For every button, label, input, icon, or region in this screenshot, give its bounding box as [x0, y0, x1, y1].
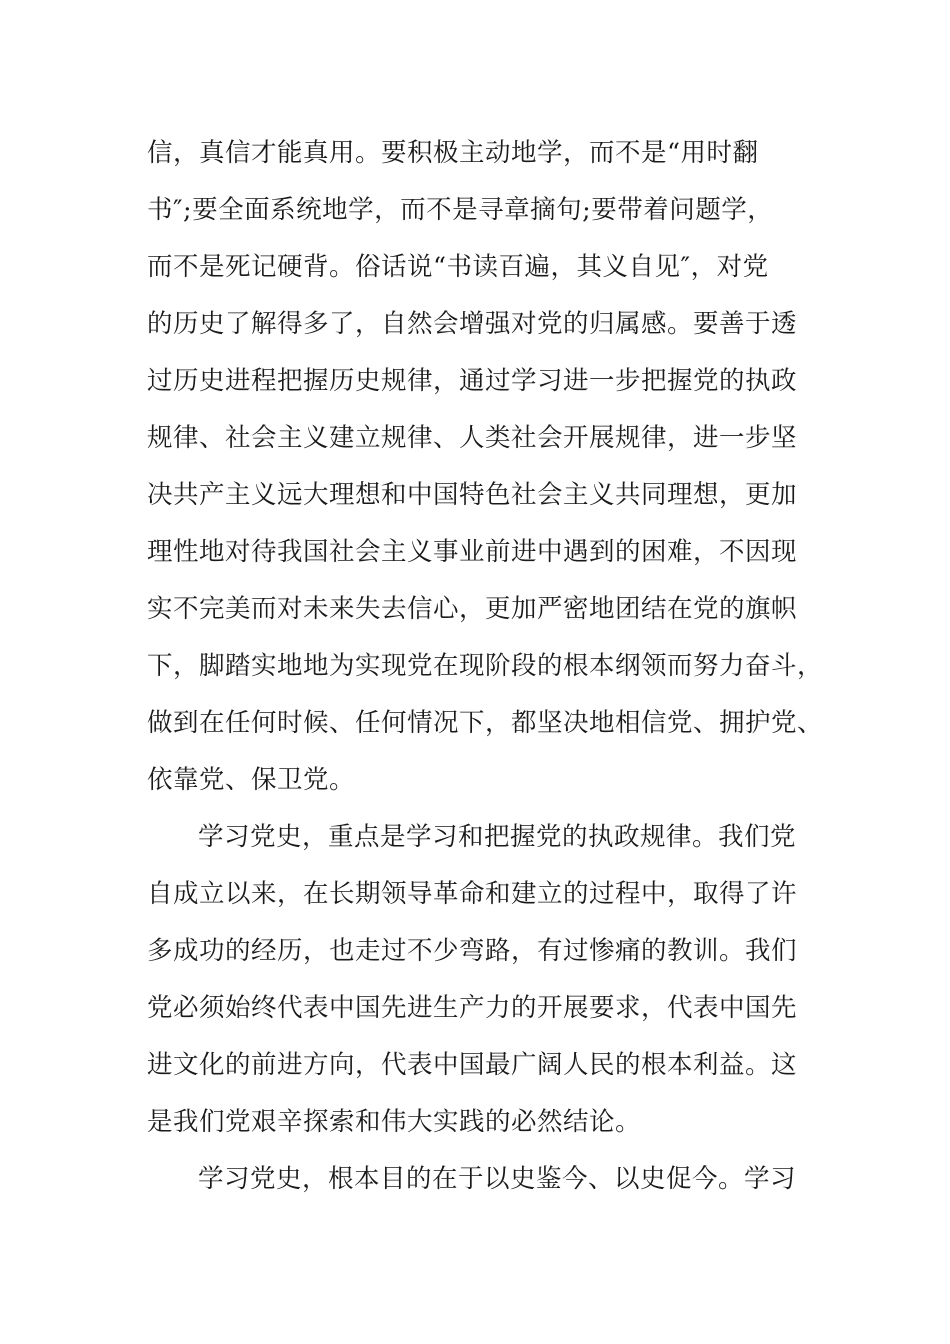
- text-line: 进文化的前进方向，代表中国最广阔人民的根本利益。这: [147, 1050, 798, 1080]
- text-line: 实不完美而对未来失去信心，更加严密地团结在党的旗帜: [147, 594, 798, 624]
- text-line: 下，脚踏实地地为实现党在现阶段的根本纲领而努力奋斗，: [147, 651, 824, 681]
- text-line: 党必须始终代表中国先进生产力的开展要求，代表中国先: [147, 993, 798, 1023]
- text-line: 理性地对待我国社会主义事业前进中遇到的困难，不因现: [147, 537, 798, 567]
- paragraph-first-line: 学习党史，重点是学习和把握党的执政规律。我们党: [198, 822, 797, 852]
- text-line: 决共产主义远大理想和中国特色社会主义共同理想，更加: [147, 480, 798, 510]
- text-line: 自成立以来，在长期领导革命和建立的过程中，取得了许: [147, 879, 798, 909]
- text-line: 做到在任何时候、任何情况下，都坚决地相信党、拥护党、: [147, 708, 824, 738]
- paragraph-first-line: 学习党史，根本目的在于以史鉴今、以史促今。学习: [198, 1164, 797, 1194]
- text-line: 的历史了解得多了，自然会增强对党的归属感。要善于透: [147, 309, 798, 339]
- text-line: 过历史进程把握历史规律，通过学习进一步把握党的执政: [147, 366, 798, 396]
- text-line: 信，真信才能真用。要积极主动地学，而不是“用时翻: [147, 138, 759, 168]
- text-line: 多成功的经历，也走过不少弯路，有过惨痛的教训。我们: [147, 936, 798, 966]
- text-line: 规律、社会主义建立规律、人类社会开展规律，进一步坚: [147, 423, 798, 453]
- text-line: 依靠党、保卫党。: [147, 765, 356, 795]
- text-line: 是我们党艰辛探索和伟大实践的必然结论。: [147, 1107, 642, 1137]
- text-line: 而不是死记硬背。俗话说“书读百遍，其义自见″，对党: [147, 252, 769, 282]
- text-line: 书″;要全面系统地学，而不是寻章摘句;要带着问题学，: [147, 195, 774, 225]
